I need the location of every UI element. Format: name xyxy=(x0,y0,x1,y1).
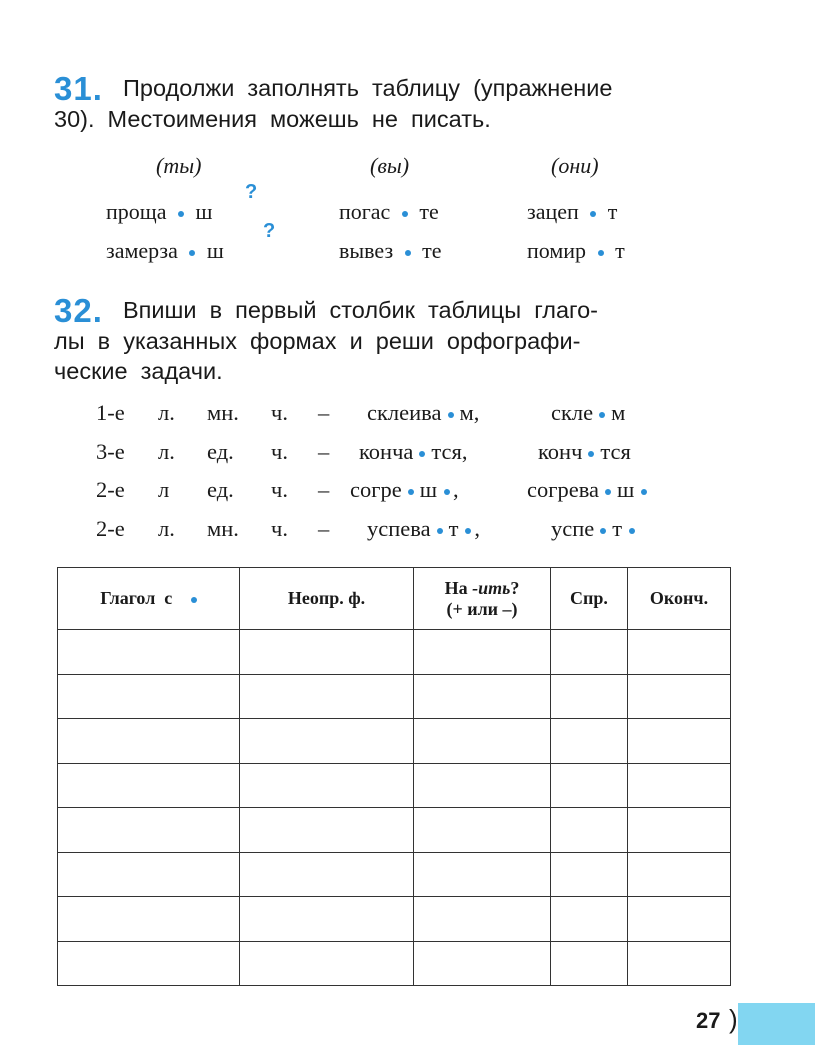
word-vy-2 xyxy=(339,238,442,264)
table-row xyxy=(58,941,731,986)
pronoun-vy: (вы) xyxy=(370,153,410,178)
word-part: ш xyxy=(617,477,635,502)
table-cell[interactable] xyxy=(58,897,240,942)
task32-heading xyxy=(54,292,103,330)
form-person-abbr: л. xyxy=(158,516,175,541)
blank-dot xyxy=(588,451,594,457)
table-cell[interactable] xyxy=(240,941,414,986)
word-part: склеива xyxy=(367,400,442,425)
word-part: т xyxy=(615,238,625,263)
verb-table xyxy=(57,567,731,986)
form-dash: – xyxy=(318,400,330,425)
table-cell[interactable] xyxy=(628,941,731,986)
blank-dot xyxy=(444,489,450,495)
form-person: 2-е xyxy=(96,516,125,541)
header-verb xyxy=(58,568,240,630)
word-punct: , xyxy=(474,516,481,541)
page-number-value: 27 xyxy=(696,1008,721,1033)
page-number-tab xyxy=(738,1003,815,1045)
page-number xyxy=(696,1003,740,1039)
word-ty-2 xyxy=(106,238,224,264)
form-number: ед. xyxy=(207,477,234,502)
table-cell[interactable] xyxy=(58,674,240,719)
table-row xyxy=(58,674,731,719)
table-row xyxy=(58,763,731,808)
word-part: вывез xyxy=(339,238,394,263)
table-cell[interactable] xyxy=(414,763,551,808)
table-cell[interactable] xyxy=(414,897,551,942)
word-part: успе xyxy=(551,516,595,541)
word-part: замерза xyxy=(106,238,178,263)
table-cell[interactable] xyxy=(240,719,414,764)
form-person: 3-е xyxy=(96,439,125,464)
verb-form-row xyxy=(0,400,815,430)
blank-dot xyxy=(405,250,411,256)
word-part: помир xyxy=(527,238,587,263)
form-number: мн. xyxy=(207,516,239,541)
word-part: м xyxy=(611,400,626,425)
task31-number: 31. xyxy=(54,70,103,107)
table-row xyxy=(58,719,731,764)
word-punct: , xyxy=(453,477,459,502)
verb-form-row xyxy=(0,477,815,507)
task31-instruction-line1: Продолжи заполнять таблицу (упражнение xyxy=(123,75,613,101)
verb-word-2 xyxy=(551,400,628,426)
form-dash: – xyxy=(318,439,330,464)
table-cell[interactable] xyxy=(551,674,628,719)
blank-dot xyxy=(629,528,635,534)
header-text: На xyxy=(444,577,473,598)
verb-form-row xyxy=(0,439,815,469)
table-cell[interactable] xyxy=(414,719,551,764)
blank-dot xyxy=(419,451,425,457)
task31-heading xyxy=(54,70,103,108)
pronoun-oni: (они) xyxy=(551,153,599,178)
word-part: тся, xyxy=(431,439,468,464)
table-cell[interactable] xyxy=(628,674,731,719)
word-part: т xyxy=(612,516,623,541)
task32-instruction-line3: ческие задачи. xyxy=(54,358,223,384)
table-cell[interactable] xyxy=(551,630,628,675)
table-cell[interactable] xyxy=(414,941,551,986)
word-part: тся xyxy=(600,439,631,464)
blank-dot xyxy=(402,211,408,217)
table-cell[interactable] xyxy=(240,763,414,808)
blank-dot xyxy=(600,528,606,534)
table-cell[interactable] xyxy=(551,808,628,853)
form-number-abbr: ч. xyxy=(271,400,288,425)
table-cell[interactable] xyxy=(551,763,628,808)
table-cell[interactable] xyxy=(628,852,731,897)
table-cell[interactable] xyxy=(551,941,628,986)
table-cell[interactable] xyxy=(240,897,414,942)
table-body xyxy=(58,630,731,986)
form-number-abbr: ч. xyxy=(271,477,288,502)
verb-word-1 xyxy=(367,516,480,542)
verb-word-2 xyxy=(538,439,634,465)
table-cell[interactable] xyxy=(58,808,240,853)
word-vy-1 xyxy=(339,199,439,225)
table-cell[interactable] xyxy=(58,763,240,808)
verb-word-1 xyxy=(350,477,459,503)
task31-instruction-line2: 30). Местоимения можешь не писать. xyxy=(54,106,491,132)
form-person: 1-е xyxy=(96,400,125,425)
table-cell[interactable] xyxy=(58,719,240,764)
word-part: конча xyxy=(359,439,414,464)
form-person-abbr: л xyxy=(158,477,170,502)
word-part: согрева xyxy=(527,477,600,502)
word-part: ш xyxy=(419,477,438,502)
header-text-italic: -ить xyxy=(472,577,511,598)
form-number-abbr: ч. xyxy=(271,516,288,541)
word-part: согре xyxy=(350,477,402,502)
table-cell[interactable] xyxy=(240,852,414,897)
blank-dot xyxy=(408,489,414,495)
form-dash: – xyxy=(318,516,330,541)
table-cell[interactable] xyxy=(58,630,240,675)
form-person-abbr: л. xyxy=(158,400,175,425)
word-part: конч xyxy=(538,439,583,464)
blank-dot xyxy=(641,489,647,495)
table-cell[interactable] xyxy=(628,808,731,853)
table-cell[interactable] xyxy=(628,897,731,942)
blank-dot xyxy=(437,528,443,534)
form-dash: – xyxy=(318,477,330,502)
blank-dot xyxy=(178,211,184,217)
table-row xyxy=(58,630,731,675)
header-ending: Оконч. xyxy=(628,568,731,630)
word-part: м, xyxy=(459,400,480,425)
blank-dot xyxy=(448,412,454,418)
form-number-abbr: ч. xyxy=(271,439,288,464)
blank-dot xyxy=(189,250,195,256)
word-part: погас xyxy=(339,199,391,224)
table-cell[interactable] xyxy=(551,719,628,764)
table-cell[interactable] xyxy=(628,719,731,764)
table-cell[interactable] xyxy=(628,630,731,675)
table-cell[interactable] xyxy=(414,808,551,853)
word-part: те xyxy=(422,238,442,263)
word-part: зацеп xyxy=(527,199,579,224)
table-row xyxy=(58,808,731,853)
page-number-paren: ) xyxy=(729,1004,738,1034)
word-part: ш xyxy=(206,238,224,263)
word-part: ш xyxy=(195,199,213,224)
blank-dot xyxy=(590,211,596,217)
table-cell[interactable] xyxy=(58,852,240,897)
header-infinitive: Неопр. ф. xyxy=(240,568,414,630)
blank-dot xyxy=(598,250,604,256)
task32-number: 32. xyxy=(54,292,103,329)
table-cell[interactable] xyxy=(414,674,551,719)
question-mark-icon: ? xyxy=(263,220,276,242)
verb-word-1 xyxy=(367,400,482,426)
verb-form-row xyxy=(0,516,815,546)
task32-instruction-line1: Впиши в первый столбик таблицы глаго- xyxy=(123,297,598,323)
word-part: т xyxy=(607,199,618,224)
header-label: Глагол с xyxy=(100,588,173,608)
form-person-abbr: л. xyxy=(158,439,175,464)
table-cell[interactable] xyxy=(240,674,414,719)
word-part: те xyxy=(419,199,439,224)
verb-word-2 xyxy=(551,516,638,542)
blank-dot xyxy=(599,412,605,418)
blank-dot xyxy=(191,597,197,603)
question-mark-icon: ? xyxy=(245,181,258,203)
table-row xyxy=(58,852,731,897)
table-cell[interactable] xyxy=(240,630,414,675)
header-ending-it-line2: (+ или –) xyxy=(446,598,518,619)
word-part: т xyxy=(448,516,459,541)
table-cell[interactable] xyxy=(414,630,551,675)
table-row xyxy=(58,897,731,942)
pronoun-ty: (ты) xyxy=(156,153,202,178)
form-number: ед. xyxy=(207,439,234,464)
word-ty-1 xyxy=(106,199,212,225)
table-cell[interactable] xyxy=(551,897,628,942)
word-oni-1 xyxy=(527,199,617,225)
table-header-row xyxy=(58,568,731,630)
table-cell[interactable] xyxy=(58,941,240,986)
verb-word-1 xyxy=(359,439,470,465)
header-conjugation: Спр. xyxy=(551,568,628,630)
task32-instruction-line2: лы в указанных формах и реши орфографи- xyxy=(54,328,581,354)
header-text: ? xyxy=(510,577,520,598)
table-cell[interactable] xyxy=(240,808,414,853)
blank-dot xyxy=(465,528,471,534)
table-cell[interactable] xyxy=(628,763,731,808)
header-ending-it-line1 xyxy=(414,578,550,599)
header-ending-it xyxy=(414,568,551,630)
table-cell[interactable] xyxy=(414,852,551,897)
word-part: скле xyxy=(551,400,594,425)
word-part: успева xyxy=(367,516,431,541)
word-oni-2 xyxy=(527,238,625,264)
table-cell[interactable] xyxy=(551,852,628,897)
form-person: 2-е xyxy=(96,477,125,502)
blank-dot xyxy=(605,489,611,495)
verb-word-2 xyxy=(527,477,650,503)
form-number: мн. xyxy=(207,400,239,425)
word-part: проща xyxy=(106,199,167,224)
